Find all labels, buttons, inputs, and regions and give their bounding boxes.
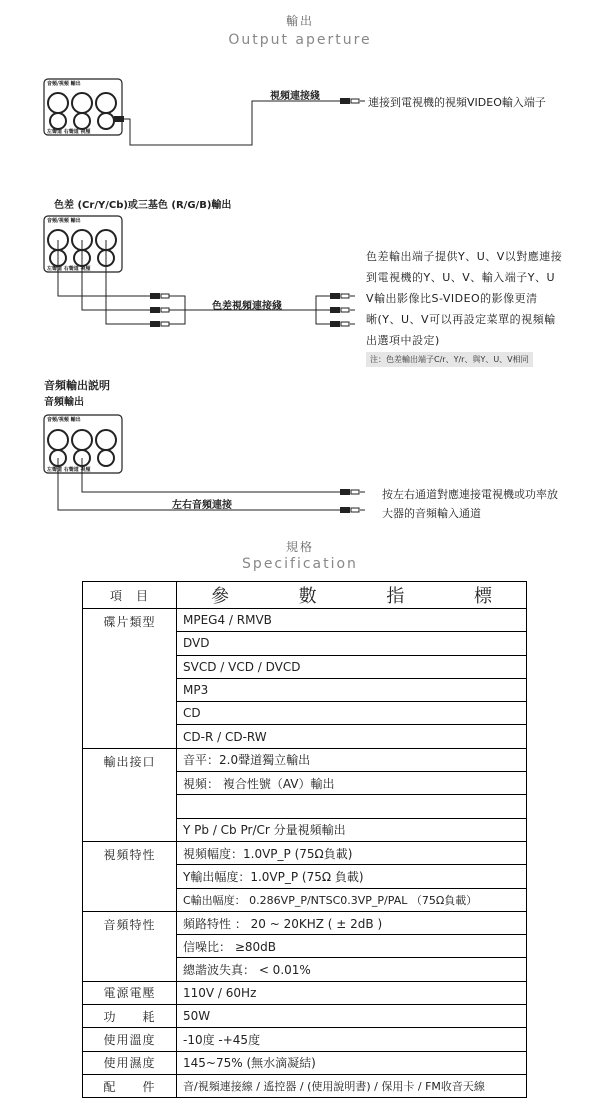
audio-target-line1: 按左右通道對應連接電視機或功率放 (382, 488, 558, 501)
desc-line: 晰(Y、U、V可以再設定菜單的視頻輸 (366, 313, 556, 326)
spec-value: -10度 -+45度 (177, 1028, 527, 1051)
spec-value: DVD (177, 632, 527, 655)
spec-value: C輸出幅度： 0.286VP_P/NTSC0.3VP_P/PAL （75Ω負載） (177, 888, 527, 911)
component-note: 注：色差輸出端子C/r、Y/r、與Y、U、V相同 (366, 352, 533, 367)
spec-value: Y輸出幅度：1.0VP_P (75Ω 負載) (177, 865, 527, 888)
spec-value: 音平：2.0聲道獨立輸出 (177, 748, 527, 771)
panel-bottom-label-3: 左聲道 右聲道 視頻 (47, 467, 91, 473)
spec-key: 電源電壓 (83, 981, 177, 1004)
spec-subtitle: Specification (242, 556, 358, 572)
spec-value: MPEG4 / RMVB (177, 609, 527, 632)
spec-key: 輸出接口 (83, 748, 177, 841)
header-char: 標 (473, 586, 492, 607)
spec-value: 視頻幅度：1.0VP_P (75Ω負載) (177, 841, 527, 864)
audio-target-line2: 大器的音頻輸入通道 (382, 507, 481, 520)
header-char: 數 (298, 586, 317, 607)
rca-plug-icon (340, 98, 350, 104)
spec-value: SVCD / VCD / DVCD (177, 655, 527, 678)
spec-value: 頻路特性 ： 20 ~ 20KHZ ( ± 2dB ) (177, 911, 527, 934)
spec-key: 功 耗 (83, 1005, 177, 1028)
audio-heading: 音頻輸出説明 (44, 379, 110, 392)
spec-value: 信噪比： ≥80dB (177, 935, 527, 958)
spec-value: 音/視頻連接線 / 遙控器 / (使用說明書) / 保用卡 / FM收音天線 (177, 1074, 527, 1097)
table-row (83, 1005, 527, 1028)
spec-key: 碟片類型 (83, 609, 177, 749)
panel-bottom-label-2: 左聲道 右聲道 視頻 (47, 266, 91, 272)
table-row (83, 1051, 527, 1074)
component-heading: 色差 (Cr/Y/Cb)或三基色 (R/G/B)輸出 (54, 200, 232, 211)
table-row (83, 841, 527, 864)
audio-subheading: 音頻輸出 (44, 397, 84, 408)
desc-line: 出選項中設定) (366, 334, 440, 347)
spec-value: Y Pb / Cb Pr/Cr 分量視頻輸出 (177, 818, 527, 841)
spec-value: 50W (177, 1005, 527, 1028)
table-row (83, 1028, 527, 1051)
table-row (83, 748, 527, 771)
panel-top-label-2: 音頻/視頻 輸出 (47, 218, 81, 224)
output-subtitle: Output aperture (228, 32, 372, 48)
audio-cable-label: 左右音頻連接 (172, 500, 232, 511)
spec-value: 110V / 60Hz (177, 981, 527, 1004)
spec-key: 配 件 (83, 1074, 177, 1097)
panel-bottom-label: 左聲道 右聲道 視頻 (47, 129, 91, 135)
desc-line: 色差輸出端子提供Y、U、V以對應連接 (366, 250, 563, 263)
table-row (83, 981, 527, 1004)
spec-key: 視頻特性 (83, 841, 177, 911)
spec-value: MP3 (177, 678, 527, 701)
component-cable-label: 色差視頻連接綫 (212, 301, 282, 312)
av-panel-2 (44, 216, 122, 272)
av-panel-3 (44, 415, 122, 473)
table-row (83, 609, 527, 632)
spec-value (177, 795, 527, 818)
desc-line: V輸出影像比S-VIDEO的影像更清 (366, 292, 538, 305)
spec-title: 規格 (285, 540, 314, 554)
header-key: 項 目 (83, 582, 177, 609)
output-title: 輸出 (285, 14, 314, 28)
header-value (177, 582, 527, 609)
desc-line: 到電視機的Y、U、V、輸入端子Y、U (366, 271, 556, 284)
table-row (83, 1074, 527, 1097)
spec-key: 音頻特性 (83, 911, 177, 981)
spec-value: 視頻： 複合性號（AV）輸出 (177, 772, 527, 795)
video-cable-label: 視頻連接綫 (270, 91, 320, 102)
video-target-text: 連接到電視機的視頻VIDEO輸入端子 (368, 96, 546, 109)
table-row (83, 911, 527, 934)
component-description (366, 246, 596, 351)
table-header-row (83, 582, 527, 609)
spec-table (82, 581, 527, 1098)
header-char: 參 (211, 586, 229, 607)
spec-value: 總諧波失真： < 0.01% (177, 958, 527, 981)
spec-key: 使用溫度 (83, 1028, 177, 1051)
av-panel-1 (44, 79, 124, 135)
panel-top-label: 音頻/視頻 輸出 (47, 81, 81, 87)
panel-top-label-3: 音頻/視頻 輸出 (47, 417, 81, 423)
spec-value: 145~75% (無水滴凝結) (177, 1051, 527, 1074)
spec-key: 使用濕度 (83, 1051, 177, 1074)
header-char: 指 (386, 586, 405, 607)
spec-value: CD (177, 702, 527, 725)
spec-value: CD-R / CD-RW (177, 725, 527, 748)
